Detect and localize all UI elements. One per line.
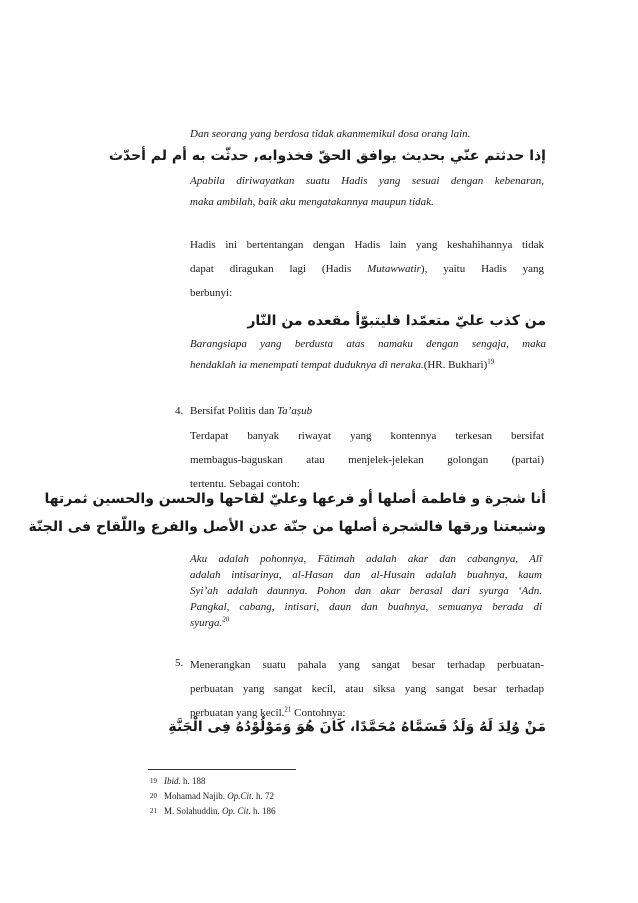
arabic-hadith-4: مَنْ وُلِدَ لَهُ وَلَدٌ فَسَمَّاهُ مُحَمَّدًا، كَانَ هُوَ وَمَوْلُوْدُهُ فِى الْجَنَّةِ [168, 719, 546, 735]
translation-3 [190, 551, 542, 631]
footnote-ref: 20 [222, 615, 230, 624]
translation-2 [190, 334, 546, 376]
paragraph-1 [190, 233, 544, 305]
footnote-divider [148, 769, 296, 770]
item-5-line: perbuatan yang sangat kecil, atau siksa yang sangat besar terhadap [190, 683, 544, 695]
footnotes [150, 774, 276, 819]
item-4-line: membagus-baguskan atau menjelek-jelekan golongan (partai) [190, 454, 544, 466]
item-4-number: 4. [175, 405, 184, 417]
item-4-heading: Bersifat Politis dan Ta’aṣub [190, 405, 313, 417]
arabic-hadith-1: إذا حدثتم عنّي بحديث يوافق الحقّ فخذوابه, حدثّت به أم لم أحدّث [108, 148, 546, 164]
translation-3-line: adalah intisarinya, al-Hasan dan al-Husain adalah buahnya, kaum [190, 569, 542, 581]
translation-3-line: Aku adalah pohonnya, Fātimah adalah akar dan cabangnya, Alī [190, 553, 542, 565]
intro-translation: Dan seorang yang berdosa tidak akanmemikul dosa orang lain. [190, 128, 471, 140]
paragraph-line: Hadis ini bertentangan dengan Hadis lain yang keshahihannya tidak [190, 239, 544, 251]
translation-3-line: syurga.$^{20}$ [190, 615, 230, 629]
footnote-ref: 21 [284, 705, 292, 714]
translation-1-line: Apabila diriwayatkan suatu Hadis yang sesuai dengan kebenaran, [190, 175, 544, 187]
mutawwatir-term: Mutawwatir [367, 263, 421, 275]
translation-1-line: maka ambilah, baik aku mengatakannya maupun tidak. [190, 196, 434, 208]
translation-1 [190, 171, 544, 213]
paragraph-line: dapat diragukan lagi (Hadis Mutawwatir), yaitu Hadis yang [190, 263, 544, 275]
item-5-line: perbuatan yang kecil.$^{21}$ Contohnya: [190, 705, 346, 719]
translation-3-line: Syi’ah adalah daunnya. Pohon dan akar berasal dari syurga ‘Adn. [190, 585, 542, 597]
item-4-line: tertentu. Sebagai contoh: [190, 478, 300, 490]
translation-2-line: Barangsiapa yang berdusta atas namaku dengan sengaja, maka [190, 338, 546, 350]
translation-2-line: hendaklah ia menempati tempat duduknya di neraka.(HR. Bukhari)$^{19}$ [190, 357, 495, 371]
arabic-hadith-2: من كذب عليّ متعمّدا فليتبوّأ مقعده من النّار [247, 313, 546, 329]
translation-3-line: Pangkal, cabang, intisari, daun dan buahnya, semuanya berada di [190, 601, 542, 613]
item-5-number: 5. [175, 657, 184, 669]
footnote-ref: 19 [487, 357, 495, 366]
footnote-21: 21 M. Solahuddin. Op. Cit. h. 186 [150, 806, 276, 816]
footnote-20: 20 Mohamad Najib. Op.Cit. h. 72 [150, 791, 275, 801]
paragraph-line: berbunyi: [190, 287, 233, 299]
arabic-hadith-3-line-2: وشيعتنا ورقها فالشجرة أصلها من جنّة عدن الأصل والفرع واللّقاح فى الجنّة [28, 519, 546, 535]
item-5-line: Menerangkan suatu pahala yang sangat besar terhadap perbuatan- [190, 659, 544, 671]
footnote-19: 19 Ibid. h. 188 [150, 776, 206, 786]
item-4-line: Terdapat banyak riwayat yang kontennya terkesan bersifat [190, 430, 544, 442]
arabic-hadith-3-line-1: أنا شجرة و فاطمة أصلها أو فرعها وعليّ لقاحها والحسن والحسين ثمرتها [44, 491, 546, 507]
